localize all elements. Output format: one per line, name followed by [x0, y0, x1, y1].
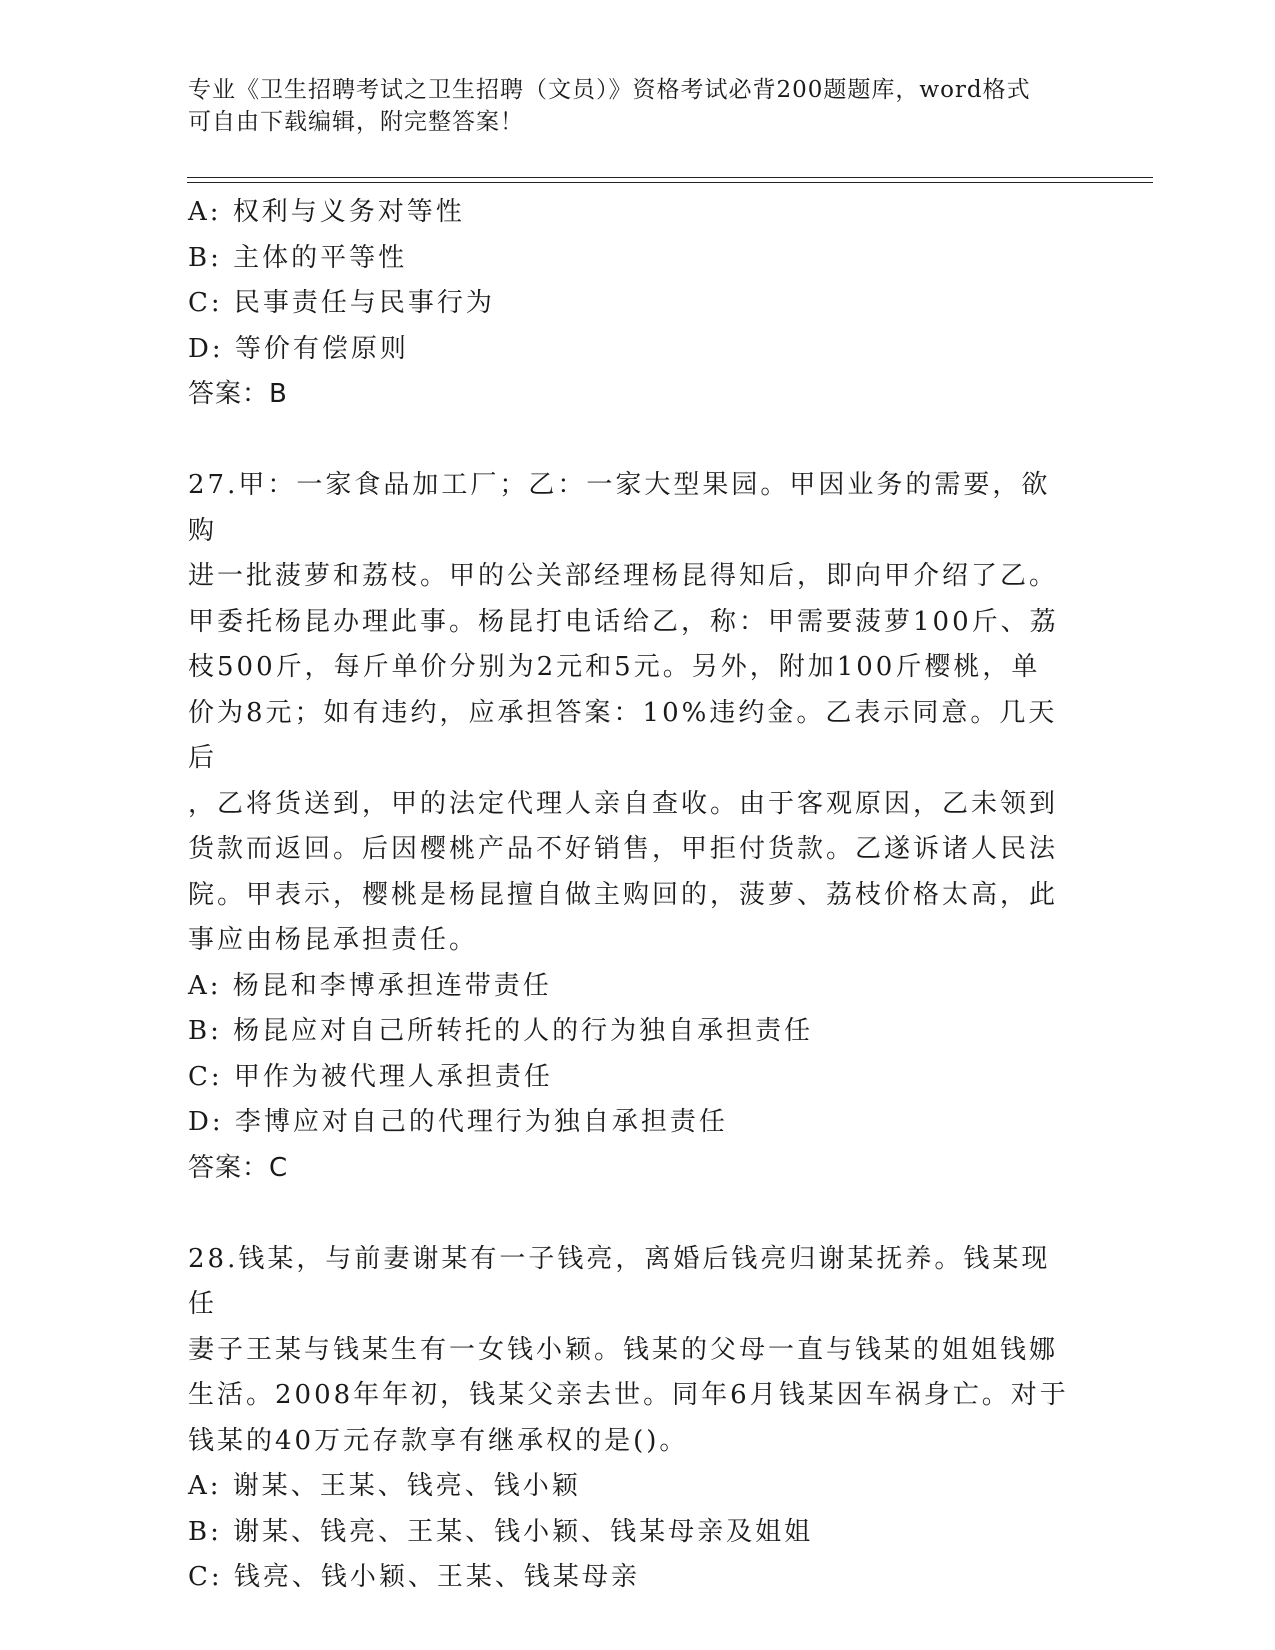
- question-stem-line: 28.钱某，与前妻谢某有一子钱亮，离婚后钱亮归谢某抚养。钱某现任: [188, 1243, 1051, 1319]
- question-stem-line: 钱某的40万元存款享有继承权的是()。: [188, 1425, 689, 1456]
- option-b: B: 谢某、钱亮、王某、钱小颖、钱某母亲及姐姐: [188, 1516, 814, 1547]
- question-stem-line: 妻子王某与钱某生有一女钱小颖。钱某的父母一直与钱某的姐姐钱娜: [188, 1334, 1059, 1365]
- option-a: A: 谢某、王某、钱亮、钱小颖: [188, 1471, 581, 1501]
- option-c: C: 甲作为被代理人承担责任: [188, 1061, 553, 1092]
- document-header: [188, 74, 1068, 138]
- document-body: [188, 190, 1078, 1601]
- option-b: B: 杨昆应对自己所转托的人的行为独自承担责任: [188, 1016, 814, 1046]
- question-stem-line: 生活。2008年年初，钱某父亲去世。同年6月钱某因车祸身亡。对于: [188, 1380, 1069, 1410]
- spacer: [188, 1191, 1078, 1237]
- question-27: [188, 463, 1078, 1191]
- header-divider-bottom: [187, 182, 1153, 183]
- spacer: [188, 418, 1078, 464]
- question-stem-line: 进一批菠萝和荔枝。甲的公关部经理杨昆得知后，即向甲介绍了乙。: [188, 561, 1059, 591]
- option-b: B: 主体的平等性: [188, 242, 408, 273]
- question-stem-line: 货款而返回。后因樱桃产品不好销售，甲拒付货款。乙遂诉诸人民法: [188, 834, 1059, 864]
- header-line-1: 专业《卫生招聘考试之卫生招聘（文员）》资格考试必背200题题库，word格式: [188, 77, 1031, 103]
- option-a: A: 权利与义务对等性: [188, 197, 465, 227]
- option-a: A: 杨昆和李博承担连带责任: [188, 970, 552, 1001]
- option-d: D: 等价有偿原则: [188, 333, 409, 364]
- answer-line: 答案：B: [188, 379, 288, 409]
- question-stem-line: 院。甲表示，樱桃是杨昆擅自做主购回的，菠萝、荔枝价格太高，此: [188, 879, 1059, 910]
- question-stem-line: 27.甲：一家食品加工厂；乙：一家大型果园。甲因业务的需要，欲购: [188, 470, 1051, 546]
- question-stem-line: ，乙将货送到，甲的法定代理人亲自查收。由于客观原因，乙未领到: [188, 788, 1059, 819]
- option-d: D: 李博应对自己的代理行为独自承担责任: [188, 1107, 728, 1137]
- header-line-2: 可自由下载编辑，附完整答案！: [188, 109, 524, 135]
- question-stem-line: 甲委托杨昆办理此事。杨昆打电话给乙，称：甲需要菠萝100斤、荔: [188, 606, 1059, 637]
- question-stem-line: 事应由杨昆承担责任。: [188, 925, 479, 955]
- answer-line: 答案：C: [188, 1152, 289, 1183]
- question-stem-line: 枝500斤，每斤单价分别为2元和5元。另外，附加100斤樱桃，单: [188, 652, 1041, 682]
- header-divider-top: [187, 177, 1153, 178]
- question-stem-line: 价为8元；如有违约，应承担答案：10%违约金。乙表示同意。几天后: [188, 697, 1058, 773]
- question-28: [188, 1237, 1078, 1601]
- option-c: C: 民事责任与民事行为: [188, 288, 495, 318]
- option-c: C: 钱亮、钱小颖、王某、钱某母亲: [188, 1562, 640, 1592]
- question-26: [188, 190, 1078, 418]
